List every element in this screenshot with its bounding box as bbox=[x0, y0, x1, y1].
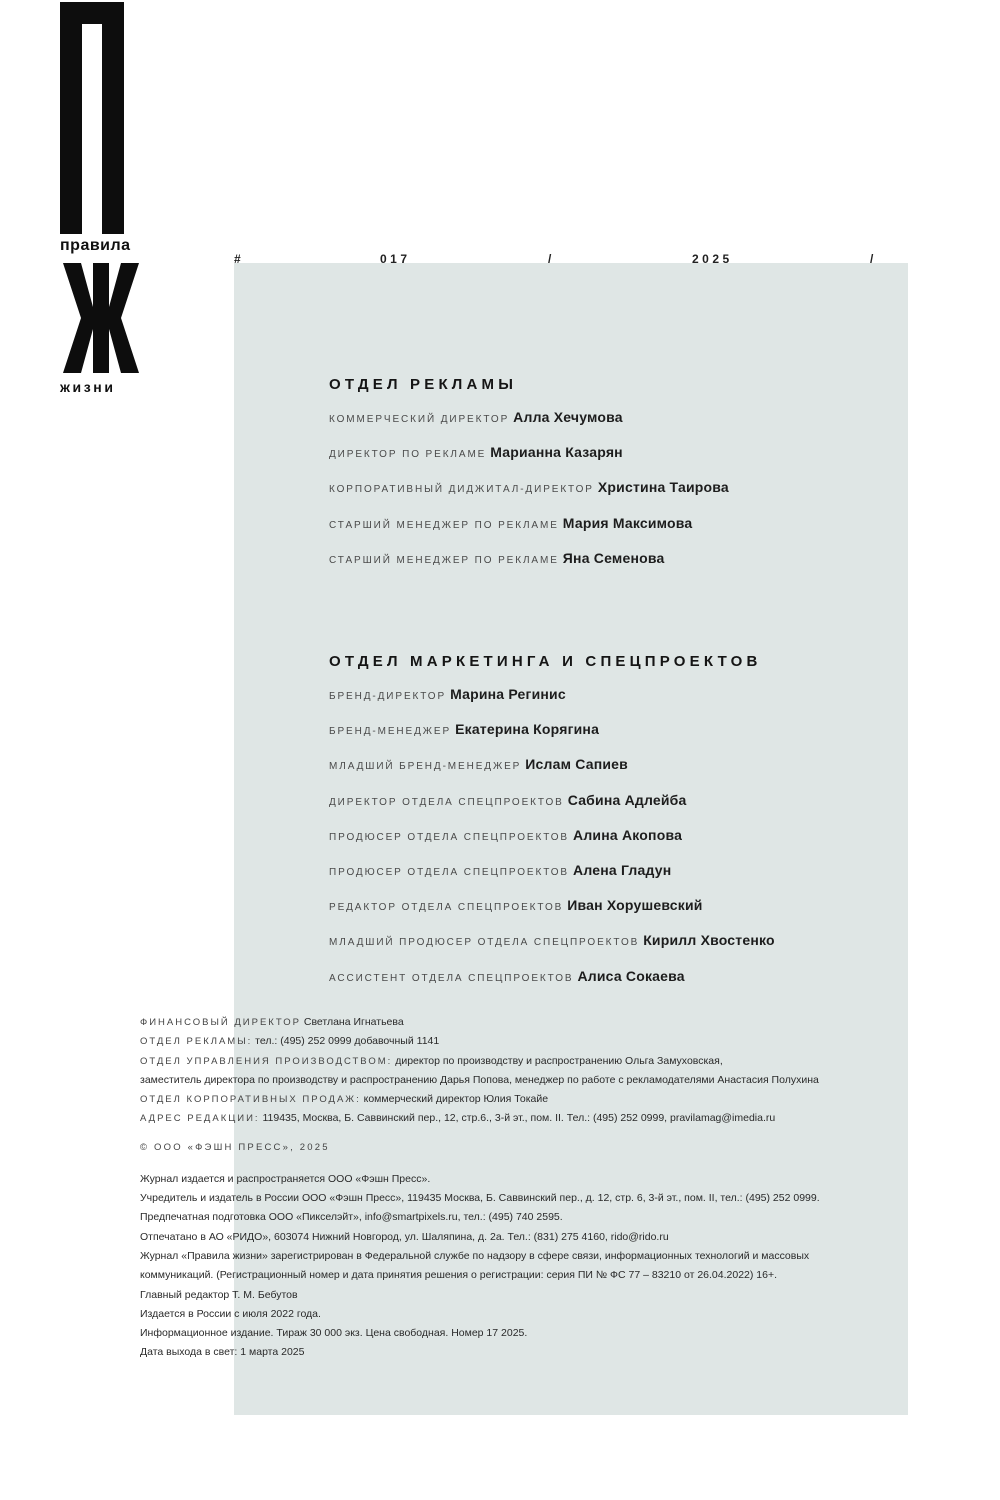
staff-name: Алла Хечумова bbox=[513, 409, 623, 425]
footer-text: тел.: (495) 252 0999 добавочный 1141 bbox=[252, 1035, 440, 1048]
staff-name: Марина Регинис bbox=[450, 686, 566, 702]
staff-role: КОРПОРАТИВНЫЙ ДИДЖИТАЛ-ДИРЕКТОР bbox=[329, 484, 594, 496]
staff-name: Ислам Сапиев bbox=[525, 756, 628, 773]
staff-row bbox=[329, 684, 775, 719]
staff-name: Христина Таирова bbox=[597, 479, 729, 496]
logo-top-word: правила bbox=[60, 237, 131, 254]
footer-text: 119435, Москва, Б. Саввинский пер., 12, стр.6., 3-й эт., пом. II. Тел.: (495) 252 0999, pravilamag@imedia.ru bbox=[259, 1112, 776, 1125]
issue-year: 2025 bbox=[692, 252, 733, 266]
imprint-line: Главный редактор Т. М. Бебутов bbox=[140, 1288, 298, 1301]
footer-caption: ОТДЕЛ КОРПОРАТИВНЫХ ПРОДАЖ: bbox=[140, 1094, 361, 1106]
imprint bbox=[140, 1170, 860, 1363]
staff-row bbox=[329, 513, 729, 548]
staff-row bbox=[329, 754, 775, 789]
staff-row bbox=[329, 442, 729, 477]
staff-row bbox=[329, 895, 775, 930]
staff-role: БРЕНД-ДИРЕКТОР bbox=[329, 691, 447, 702]
imprint-line: Информационное издание. Тираж 30 000 экз. Цена свободная. Номер 17 2025. bbox=[140, 1327, 528, 1340]
marketing-section bbox=[329, 653, 775, 1001]
staff-role: ДИРЕКТОР ПО РЕКЛАМЕ bbox=[329, 449, 487, 461]
issue-slash-2: / bbox=[870, 252, 877, 266]
staff-row bbox=[329, 790, 775, 825]
staff-name: Мария Максимова bbox=[562, 514, 693, 531]
staff-role: КОММЕРЧЕСКИЙ ДИРЕКТОР bbox=[329, 414, 510, 425]
footer-line bbox=[140, 1013, 860, 1032]
footer-text: директор по производству и распространению Ольга Замуховская, bbox=[392, 1054, 723, 1067]
issue-slash-1: / bbox=[548, 252, 555, 266]
staff-row bbox=[329, 966, 775, 1001]
staff-role: СТАРШИЙ МЕНЕДЖЕР ПО РЕКЛАМЕ bbox=[329, 554, 559, 566]
staff-row bbox=[329, 548, 729, 583]
staff-name: Алина Акопова bbox=[573, 826, 683, 843]
staff-row bbox=[329, 825, 775, 860]
footer-line bbox=[140, 1052, 860, 1071]
staff-role: РЕДАКТОР ОТДЕЛА СПЕЦПРОЕКТОВ bbox=[329, 902, 564, 914]
staff-role: МЛАДШИЙ ПРОДЮСЕР ОТДЕЛА СПЕЦПРОЕКТОВ bbox=[329, 937, 640, 949]
footer-caption: ОТДЕЛ РЕКЛАМЫ: bbox=[140, 1036, 253, 1048]
imprint-line: Журнал «Правила жизни» зарегистрирован в Федеральной службе по надзору в сфере связи, информационных технологий и массовых bbox=[140, 1249, 810, 1262]
issue-number: 017 bbox=[380, 252, 411, 266]
copyright: © ООО «ФЭШН ПРЕСС», 2025 bbox=[140, 1141, 330, 1153]
footer-line bbox=[140, 1032, 860, 1051]
advertising-section bbox=[329, 376, 729, 583]
staff-role: АССИСТЕНТ ОТДЕЛА СПЕЦПРОЕКТОВ bbox=[329, 972, 574, 984]
staff-name: Екатерина Корягина bbox=[455, 721, 600, 738]
staff-row bbox=[329, 930, 775, 965]
staff-role: ПРОДЮСЕР ОТДЕЛА СПЕЦПРОЕКТОВ bbox=[329, 866, 570, 878]
imprint-line: Отпечатано в АО «РИДО», 603074 Нижний Новгород, ул. Шаляпина, д. 2а. Тел.: (831) 275 4160, rido@rido.ru bbox=[140, 1230, 669, 1243]
staff-name: Кирилл Хвостенко bbox=[643, 932, 775, 949]
issue-hash: # bbox=[234, 252, 245, 266]
staff-name: Яна Семенова bbox=[562, 549, 665, 566]
footer-text: Светлана Игнатьева bbox=[300, 1016, 404, 1028]
footer-line bbox=[140, 1109, 860, 1128]
footer-line bbox=[140, 1090, 860, 1109]
staff-row bbox=[329, 860, 775, 895]
staff-row bbox=[329, 477, 729, 512]
logo-bottom-word: жизни bbox=[60, 379, 116, 395]
imprint-line: Дата выхода в свет: 1 марта 2025 bbox=[140, 1346, 305, 1359]
staff-row bbox=[329, 407, 729, 442]
staff-role: ПРОДЮСЕР ОТДЕЛА СПЕЦПРОЕКТОВ bbox=[329, 831, 570, 843]
staff-role: МЛАДШИЙ БРЕНД-МЕНЕДЖЕР bbox=[329, 761, 522, 773]
footer-caption: ФИНАНСОВЫЙ ДИРЕКТОР bbox=[140, 1017, 301, 1028]
footer-text: коммерческий директор Юлия Токайе bbox=[360, 1093, 549, 1106]
imprint-line: Предпечатная подготовка ООО «Пикселэйт», info@smartpixels.ru, тел.: (495) 740 2595. bbox=[140, 1211, 563, 1224]
staff-role: СТАРШИЙ МЕНЕДЖЕР ПО РЕКЛАМЕ bbox=[329, 519, 559, 531]
footer-text: заместитель директора по производству и распространению Дарья Попова, менеджер по работе с рекламодателями Анастасия Полухина bbox=[140, 1073, 819, 1086]
staff-name: Марианна Казарян bbox=[490, 444, 623, 461]
staff-name: Алена Гладун bbox=[573, 861, 672, 878]
footer-line bbox=[140, 1071, 860, 1090]
staff-name: Иван Хорушевский bbox=[567, 897, 703, 914]
imprint-line: Учредитель и издатель в России ООО «Фэшн Пресс», 119435 Москва, Б. Саввинский пер., д. 12, стр. 6, 3-й эт., пом. II, тел.: (495) 252 0999. bbox=[140, 1192, 820, 1205]
footer-caption: ОТДЕЛ УПРАВЛЕНИЯ ПРОИЗВОДСТВОМ: bbox=[140, 1055, 393, 1067]
logo-zh-glyph bbox=[63, 263, 139, 373]
logo-p-glyph bbox=[60, 2, 124, 234]
footer-info bbox=[140, 1013, 860, 1363]
section-title: ОТДЕЛ МАРКЕТИНГА И СПЕЦПРОЕКТОВ bbox=[329, 653, 762, 670]
section-title: ОТДЕЛ РЕКЛАМЫ bbox=[329, 376, 518, 393]
staff-role: БРЕНД-МЕНЕДЖЕР bbox=[329, 726, 452, 738]
staff-name: Алиса Сокаева bbox=[577, 967, 685, 984]
staff-row bbox=[329, 719, 775, 754]
imprint-line: Издается в России с июля 2022 года. bbox=[140, 1307, 321, 1320]
footer-caption: АДРЕС РЕДАКЦИИ: bbox=[140, 1113, 260, 1125]
imprint-line: Журнал издается и распространяется ООО «Фэшн Пресс». bbox=[140, 1172, 431, 1185]
staff-role: ДИРЕКТОР ОТДЕЛА СПЕЦПРОЕКТОВ bbox=[329, 796, 564, 808]
staff-name: Сабина Адлейба bbox=[567, 791, 687, 808]
imprint-line: коммуникаций. (Регистрационный номер и дата принятия решения о регистрации: серия ПИ № ФС 77 – 83210 от 26.04.2022) 16+. bbox=[140, 1269, 778, 1282]
